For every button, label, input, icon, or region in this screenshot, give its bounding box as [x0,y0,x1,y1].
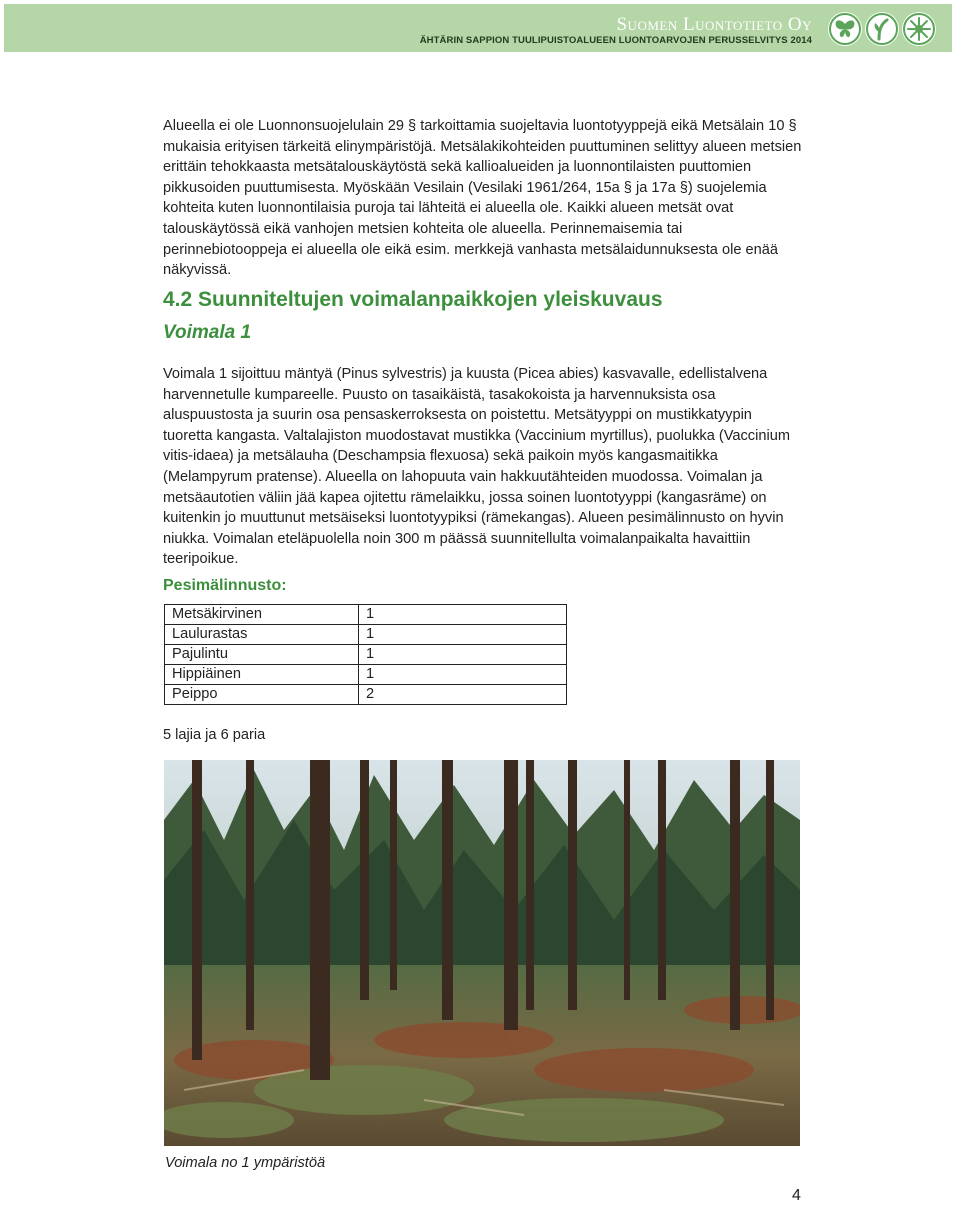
voimala-subheading: Voimala 1 [163,322,252,343]
butterfly-icon [828,12,862,46]
intro-paragraph: Alueella ei ole Luonnonsuojelulain 29 § tarkoittamia suojeltavia luontotyyppejä eikä Metsälain 10 § mukaisia erityisen tärkeitä elinympäristöjä. Metsälakikohteiden puuttuminen selittyy alueen metsien erittäin tehokkaasta metsätalouskäytöstä sekä kallioalueiden ja luonnontilaisten puuttomien pikkusoiden puuttumisesta. Myöskään Vesilain (Vesilaki 1961/264, 15a § ja 17a §) suojelemia kohteita kuten luonnontilaisia puroja tai lähteitä ei alueella ole. Kaikki alueen metsät ovat talouskäytössä eikä vanhojen metsien kohteita ole alueella. Perinnemaisemia tai perinnebiotooppeja ei alueella ole eikä esim. merkkejä vanhasta metsälaidunnuksesta ole enää näkyvissä. [163,118,802,279]
species-cell: Laulurastas [165,625,359,645]
brand-name: Suomen Luontotieto Oy [616,14,812,35]
species-cell: Hippiäinen [165,665,359,685]
species-cell: Peippo [165,685,359,705]
breeding-birds-heading: Pesimälinnusto: [163,577,287,594]
count-cell: 2 [359,685,567,705]
count-cell: 1 [359,605,567,625]
photo-caption: Voimala no 1 ympäristöä [165,1155,326,1171]
table-row [165,605,567,625]
voimala-paragraph: Voimala 1 sijoittuu mäntyä (Pinus sylvestris) ja kuusta (Picea abies) kasvavalle, edellistalvena harvennetulle kumpareelle. Puusto on tasaikäistä, tasakokoista ja harvennuksista osa aluspuustosta ja suurin osa pensaskerroksesta on poistettu. Metsätyyppi on mustikkatyypin tuoretta kangasta. Valtalajiston muodostavat mustikka (Vaccinium myrtillus), puolukka (Vaccinium vitis-idaea) ja metsälauha (Deschampsia flexuosa) sekä paikoin myös kangasmaitikka (Melampyrum pratense). Alueella on lahopuuta vain hakkuutähteiden muodossa. Voimalan ja metsäautotien väliin jää kapea ojitettu rämelaikku, jossa soinen luontotyyppi (kangasräme) on kuitenkin jo muuttunut metsäiseksi luontotyypiksi (rämekangas). Alueen pesimälinnusto on hyvin niukka. Voimalan eteläpuolella noin 300 m päässä suunnitellulta voimalanpaikalta havaittiin teeripoikue. [163,366,790,568]
count-cell: 1 [359,645,567,665]
species-cell: Metsäkirvinen [165,605,359,625]
count-cell: 1 [359,625,567,645]
table-row [165,645,567,665]
breeding-summary: 5 lajia ja 6 paria [163,727,266,743]
table-row [165,685,567,705]
forest-photo [164,760,800,1146]
count-cell: 1 [359,665,567,685]
table-row [165,665,567,685]
breeding-birds-table [164,604,567,705]
plant-icon [865,12,899,46]
page-number: 4 [792,1187,801,1204]
report-subtitle: ÄHTÄRIN SAPPION TUULIPUISTOALUEEN LUONTOARVOJEN PERUSSELVITYS 2014 [419,35,812,46]
table-row [165,625,567,645]
section-heading: 4.2 Suunniteltujen voimalanpaikkojen yleiskuvaus [163,288,663,311]
insect-icon [902,12,936,46]
logo-group [828,12,936,46]
species-cell: Pajulintu [165,645,359,665]
header-bar [4,4,952,52]
